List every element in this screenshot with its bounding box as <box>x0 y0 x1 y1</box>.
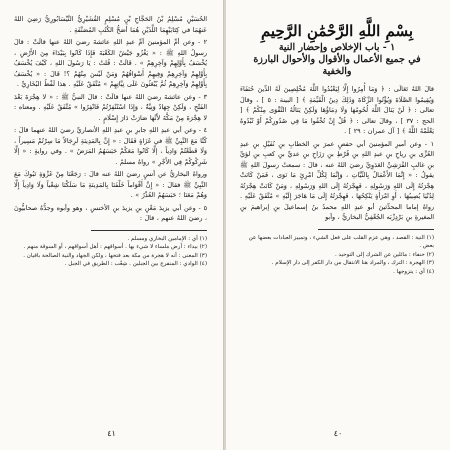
footnote: (٤) الوادي : المنفرج بين الجبلين . شِعْب : الطريق في الجبل . <box>64 261 207 268</box>
paragraph: الحُسَيْنِ مُسْلِمُ بْنُ الحَجَّاجِ بْنِ مُسْلِمٍ القُشَيْرِيُّ النَّيْسَابُورِيُّ رَضِيَ اللهُ عَنهُمَا في كِتَابَيْهِمَا اللَّذَيْنِ هُمَا أَصَحُّ الكُتُبِ المُصَنَّفَةِ . <box>14 15 207 34</box>
footnote: (٣) المعنى : أنه لا هجرة من مكة بعد فتحها ، ولكن الجهاد والنية الصالحة باقيان . <box>23 252 207 259</box>
footnote: (٣) الهجرة : الترك ، والمراد هنا الانتقال من دار الكفر إلى دار الإسلام . <box>271 260 434 267</box>
paragraph: ١ - وعن أميرِ المؤمنينَ أبي حفصٍ عمرَ بنِ الخطابِ بنِ نُفَيْلِ بنِ عبدِ العُزَّى بنِ رياحِ بنِ عبدِ اللهِ بنِ قُرْطِ بنِ رَزَاحِ بنِ عديِّ بنِ كعبِ بنِ لؤيِّ بنِ غالبٍ القُرَشِيِّ العَدَوِيِّ رضيَ اللهُ عنه ، قالَ : سمعتُ رسولَ اللهِ ﷺ يقولُ : « إِنَّمَا الأَعْمَالُ بِالنِّيَّاتِ ، وَإِنَّمَا لِكُلِّ امْرِئٍ مَا نَوَى ، فَمَنْ كَانَتْ هِجْرَتُهُ إِلَى اللهِ وَرَسُولِهِ ، فَهِجْرَتُهُ إِلَى اللهِ وَرَسُولِهِ ، وَمَنْ كَانَتْ هِجْرَتُهُ لِدُنْيَا يُصِيبُهَا ، أَوِ امْرَأَةٍ يَنْكِحُهَا ، فَهِجْرَتُهُ إِلَى مَا هَاجَرَ إِلَيْهِ » مُتَّفَقٌ عَلَيْهِ . رواهُ إماما المحدِّثينَ أبو عبدِ اللهِ محمدُ بنُ إسماعيلَ بنِ إبراهيمَ بنِ المغيرةِ بنِ بَرْدِزْبَه الجُعْفِيُّ البخاريُّ ، وأبو <box>240 139 434 221</box>
chapter-title <box>240 42 434 78</box>
paragraph: ورواهُ البخاريُّ عن أنسٍ رضيَ اللهُ عنه قالَ : رَجَعْنَا مِنْ غَزْوَةِ تَبُوكَ مَعَ النَّبِيِّ ﷺ فقالَ : « إِنَّ أَقْوَاماً خَلْفَنَا بِالمَدِينَةِ مَا سَلَكْنَا شِعْباً وَلَا وَادِياً إِلَّا وَهُمْ مَعَنَا ؛ حَبَسَهُمُ العُذْرُ » . <box>14 170 207 199</box>
footnote: (٢) بيداء : أرض ملساء لا شيء بها . أسواقهم : أهل أسواقهم ، أو السوقة منهم . <box>23 244 207 251</box>
footnote: (٤) أي : يتزوجها . <box>393 268 434 275</box>
footnote-divider <box>318 229 434 230</box>
paragraph: ٣ - وعن عائشةَ رضيَ اللهُ عنها قالَتْ : قالَ النبيُّ ﷺ : « لا هِجْرَةَ بَعْدَ الفَتْحِ ، وَلَكِنْ جِهَادٌ وَنِيَّةٌ ، وَإِذَا اسْتُنْفِرْتُمْ فَانْفِرُوا » مُتَّفَقٌ عَلَيْهِ . ومعناه : لا هِجْرَةَ مِنْ مَكَّةَ لأَنَّهَا صَارَتْ دَارَ إِسْلَامٍ . <box>14 92 207 122</box>
page-number: ٤١ <box>107 429 116 438</box>
paragraph: ٥ - وعن أبي يزيدَ مَعْنِ بنِ يزيدَ بنِ الأخنسِ ، وهو وأبوه وجدُّهُ صحابيُّونَ ، رضيَ اللهُ عنهم ، قالَ : <box>14 203 207 222</box>
basmala-heading: بِسْمِ اللَّهِ الرَّحْمَٰنِ الرَّحِيمِ <box>260 22 414 40</box>
page-number: ٤٠ <box>333 429 343 438</box>
footnote: (١) أي : الإمامين البخاري ومسلم . <box>127 235 207 242</box>
left-page <box>0 0 224 450</box>
chapter-title-line: ١ - باب الإخلاص وإحضار النية <box>278 42 396 53</box>
chapter-title-line: في جميع الأعمال والأقوال والأحوال البارزة والخفية <box>253 54 421 77</box>
paragraph: ٢ - وعن أمِّ المؤمنينَ أمِّ عبدِ اللهِ عائشةَ رضيَ اللهُ عنها قالَتْ : قالَ رسولُ اللهِ ﷺ : « يَغْزُو جَيْشٌ الكَعْبَةَ فَإِذَا كَانُوا بِبَيْدَاءَ مِنَ الأَرْضِ ، يُخْسَفُ بِأَوَّلِهِمْ وَآخِرِهِمْ » . قَالَتْ : قُلتُ : يَا رَسُولَ اللهِ ، كَيْفَ يُخْسَفُ بِأَوَّلِهِمْ وَآخِرِهِمْ وَفِيهِمْ أَسْوَاقُهُمْ وَمَنْ لَيْسَ مِنْهُمْ ؟! قَالَ : « يُخْسَفُ بِأَوَّلِهِمْ وَآخِرِهِمْ ثُمَّ يُبْعَثُونَ عَلَى نِيَّاتِهِمْ » مُتَّفَقٌ عَلَيْهِ . هذا لَفْظُ البُخَارِيِّ . <box>14 38 207 88</box>
right-page <box>226 0 450 450</box>
paragraph: ٤ - وعن أبي عبدِ اللهِ جابرِ بنِ عبدِ اللهِ الأنصاريِّ رضيَ اللهُ عنهما قالَ : كُنَّا مَعَ النَّبِيِّ ﷺ في غَزَاةٍ فَقَالَ : « إِنَّ بِالمَدِينَةِ لَرِجَالاً مَا سِرْتُمْ مَسِيراً ، وَلَا قَطَعْتُمْ وَادِياً ، إلَّا كَانُوا مَعَكُمْ حَبَسَهُمُ المَرَضُ » . وفي روايةٍ : « إلَّا شَرِكُوكُمْ فِي الأَجْرِ » رواهُ مسلمٌ . <box>14 126 207 166</box>
footnote-divider <box>91 230 207 231</box>
footnote: (١) النية : القصد ، وهي عزم القلب على فعل الشيء ، وتمييز العبادات بعضها عن بعض . <box>248 234 434 250</box>
paragraph: قالَ اللهُ تَعَالَى : ﴿ وَمَا أُمِرُوا إِلَّا لِيَعْبُدُوا اللَّهَ مُخْلِصِينَ لَهُ الدِّينَ حُنَفَاءَ وَيُقِيمُوا الصَّلَاةَ وَيُؤْتُوا الزَّكَاةَ وَذَلِكَ دِينُ الْقَيِّمَةِ ﴾ [ البينة : ٥ ] ، وقالَ تعالى : ﴿ لَنْ يَنَالَ اللَّهَ لُحُومُهَا وَلَا دِمَاؤُهَا وَلَكِنْ يَنَالُهُ التَّقْوَى مِنْكُمْ ﴾ [ الحج : ٣٧ ] ، وقالَ تعالى : ﴿ قُلْ إِنْ تُخْفُوا مَا فِي صُدُورِكُمْ أَوْ تُبْدُوهُ يَعْلَمْهُ اللَّهُ ﴾ [ آل عمران : ٢٩ ] . <box>240 85 434 135</box>
footnote: (٢) حنفاء : مائلين عن الشرك إلى التوحيد . <box>334 251 434 258</box>
